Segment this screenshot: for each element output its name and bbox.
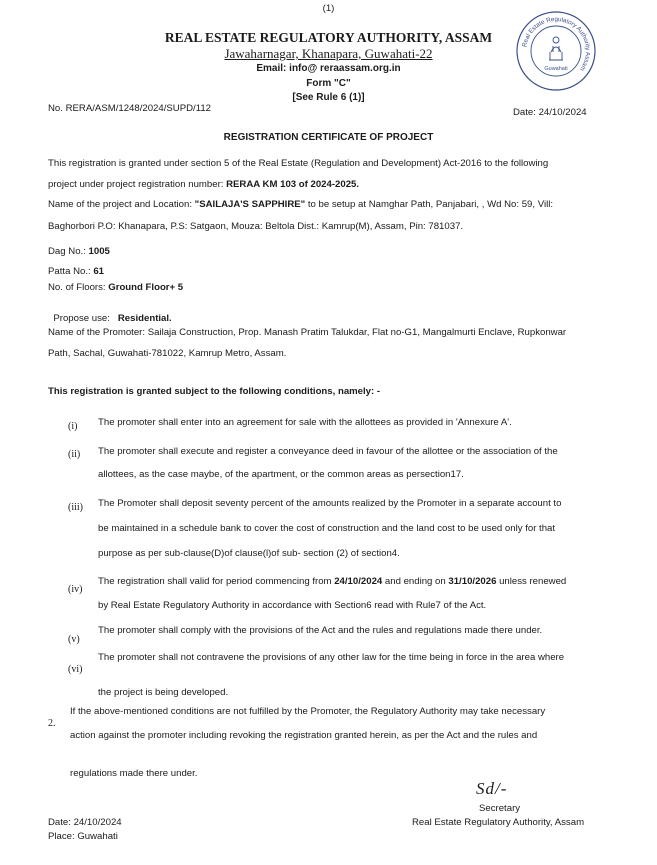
condition-text: The promoter shall execute and register a conveyance deed in favour of the allottee or the association of the [98,446,558,457]
detail-value: 1005 [88,246,110,257]
condition-number: (ii) [68,449,81,460]
clause-text: If the above-mentioned conditions are not fulfilled by the Promoter, the Regulatory Authority may take necessary [70,706,546,717]
issue-date: Date: 24/10/2024 [513,107,587,118]
authority-heading: REAL ESTATE REGULATORY AUTHORITY, ASSAM [164,30,493,45]
project-location-prefix: Name of the project and Location: [48,199,195,210]
promoter-line-1: Name of the Promoter: Sailaja Construction, Prop. Manash Pratim Talukdar, Flat no-G1, Mangalmurti Enclave, Rupkonwar [48,327,567,338]
project-location-line-2: Baghorbori P.O: Khanapara, P.S: Satgaon, Mouza: Beltola Dist.: Kamrup(M), Assam, Pin: 781037. [48,221,464,232]
grant-text-prefix: project under project registration number: [48,179,227,190]
condition-number: (iv) [68,584,83,595]
project-location-suffix: to be setup at Namghar Path, Panjabari, , Wd No: 59, Vill: [305,199,554,210]
condition-number: (v) [68,634,80,645]
detail-label: Patta No.: [48,266,94,277]
condition-text: The promoter shall comply with the provisions of the Act and the rules and regulations made there under. [98,625,543,636]
detail-value: Residential. [117,313,172,324]
authority-seal [515,10,597,92]
signatory-authority: Real Estate Regulatory Authority, Assam [412,817,585,828]
condition-number: (vi) [68,664,83,675]
dag-number [48,246,110,257]
condition-text: allottees, as the case maybe, of the apartment, or the common areas as persection17. [98,469,464,480]
conditions-heading: This registration is granted subject to the following conditions, namely: - [48,386,381,397]
validity-mid: and ending on [382,576,449,587]
condition-text: the project is being developed. [98,687,229,698]
condition-text: The Promoter shall deposit seventy percent of the amounts realized by the Promoter in a separate account to [98,498,562,509]
patta-number [48,266,104,277]
detail-value: 61 [93,266,104,277]
condition-text: The promoter shall enter into an agreement for sale with the allottees as provided in 'Annexure A'. [98,417,512,428]
form-label: Form "C" [306,78,351,89]
validity-end-date: 31/10/2026 [448,576,497,587]
seal-outer-text: Real Estate Regulatory Authority Assam [521,15,592,73]
emblem-icon [549,37,563,60]
clause-number: 2. [48,718,56,729]
footer-place: Place: Guwahati [48,831,118,842]
clause-text: regulations made there under. [70,768,198,779]
detail-label: Dag No.: [48,246,89,257]
footer-date: Date: 24/10/2024 [48,817,122,828]
reference-number: No. RERA/ASM/1248/2024/SUPD/112 [48,103,211,114]
registration-number: RERAA KM 103 of 2024-2025. [226,179,360,190]
grant-text-line-2 [48,179,359,190]
condition-text: purpose as per sub-clause(D)of clause(l)of sub- section (2) of section4. [98,548,400,559]
signature-mark: Sd/- [476,779,508,798]
page-number: (1) [322,3,335,14]
condition-text [98,576,566,587]
certificate-title: REGISTRATION CERTIFICATE OF PROJECT [223,132,434,143]
project-name: "SAILAJA'S SAPPHIRE" [194,199,306,210]
grant-text-line-1: This registration is granted under section 5 of the Real Estate (Regulation and Development) Act-2016 to the following [48,158,549,169]
clause-text: action against the promoter including revoking the registration granted herein, as per the Act and the rules and [70,730,538,741]
proposed-use [48,302,172,324]
condition-text: The promoter shall not contravene the provisions of any other law for the time being in force in the area where [98,652,565,663]
condition-text: be maintained in a schedule bank to cover the cost of construction and the land cost to be used only for that [98,523,556,534]
validity-prefix: The registration shall valid for period commencing from [98,576,335,587]
condition-text: by Real Estate Regulatory Authority in accordance with Section6 read with Rule7 of the Act. [98,600,487,611]
project-location-line-1 [48,199,553,210]
seal-inner-text: Guwahati [544,66,568,72]
promoter-line-2: Path, Sachal, Guwahati-781022, Kamrup Metro, Assam. [48,348,287,359]
rule-label: [See Rule 6 (1)] [292,92,365,103]
authority-email: Email: info@ reraassam.org.in [256,63,401,74]
detail-label: No. of Floors: [48,282,109,293]
detail-value: Ground Floor+ 5 [108,282,184,293]
authority-address: Jawaharnagar, Khanapara, Guwahati-22 [224,46,433,61]
signatory-designation: Secretary [479,803,521,814]
condition-number: (iii) [68,502,83,513]
detail-label: Propose use: [53,313,118,324]
floor-count [48,282,183,293]
validity-suffix: unless renewed [496,576,567,587]
validity-start-date: 24/10/2024 [334,576,383,587]
condition-number: (i) [68,421,78,432]
